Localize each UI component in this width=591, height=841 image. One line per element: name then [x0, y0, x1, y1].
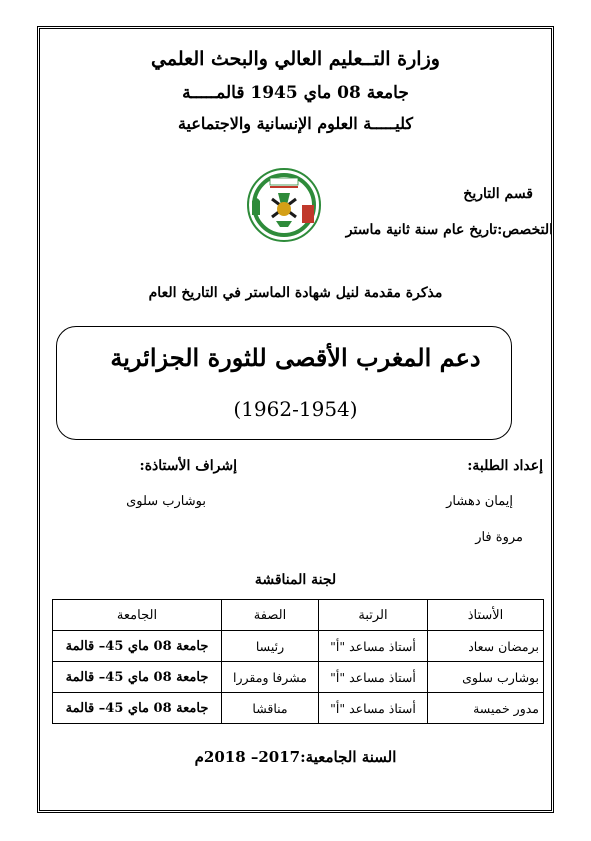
student-name: إيمان دهشار: [446, 494, 513, 509]
member-rank: أستاذ مساعد "أ": [319, 662, 428, 693]
supervision-label: إشراف الأستاذة:: [139, 458, 237, 474]
university-name: جامعة 08 ماي 1945 قالمـــــة: [182, 83, 409, 103]
member-university: جامعة 08 ماي 45– قالمة: [53, 693, 222, 724]
table-row: [53, 693, 544, 724]
committee-title: لجنة المناقشة: [254, 572, 337, 588]
faculty-name: كليـــــة العلوم الإنسانية والاجتماعية: [177, 114, 414, 133]
member-university: جامعة 08 ماي 45– قالمة: [53, 631, 222, 662]
column-header-role: الصفة: [222, 600, 319, 631]
column-header-rank: الرتبة: [319, 600, 428, 631]
member-rank: أستاذ مساعد "أ": [319, 693, 428, 724]
prepared-by-label: إعداد الطلبة:: [467, 458, 543, 474]
thesis-title: دعم المغرب الأقصى للثورة الجزائرية: [110, 343, 481, 372]
student-name: مروة فار: [475, 530, 523, 545]
specialty: التخصص:تاريخ عام سنة ثانية ماستر: [345, 222, 553, 238]
thesis-years: (1962-1954): [233, 397, 358, 421]
table-row: [53, 662, 544, 693]
member-role: رئيسا: [222, 631, 319, 662]
member-name: بوشارب سلوى: [428, 662, 544, 693]
member-name: مدور خميسة: [428, 693, 544, 724]
column-header-university: الجامعة: [53, 600, 222, 631]
ministry-name: وزارة التــعليم العالي والبحث العلمي: [151, 48, 440, 70]
member-name: برمضان سعاد: [428, 631, 544, 662]
university-logo: [246, 165, 322, 243]
table-header-row: [53, 600, 544, 631]
member-rank: أستاذ مساعد "أ": [319, 631, 428, 662]
column-header-professor: الأستاذ: [428, 600, 544, 631]
department-name: قسم التاريخ: [463, 186, 533, 202]
academic-year-label: السنة الجامعية:: [300, 748, 397, 766]
supervisor-name: بوشارب سلوى: [126, 494, 206, 509]
table-row: [53, 631, 544, 662]
member-role: مناقشا: [222, 693, 319, 724]
memo-subtitle: مذكرة مقدمة لنيل شهادة الماستر في التاريخ العام: [148, 285, 443, 301]
academic-year: [0, 748, 591, 766]
member-role: مشرفا ومقررا: [222, 662, 319, 693]
member-university: جامعة 08 ماي 45– قالمة: [53, 662, 222, 693]
committee-table: [52, 599, 544, 724]
academic-year-value: 2017– 2018م: [194, 748, 301, 766]
